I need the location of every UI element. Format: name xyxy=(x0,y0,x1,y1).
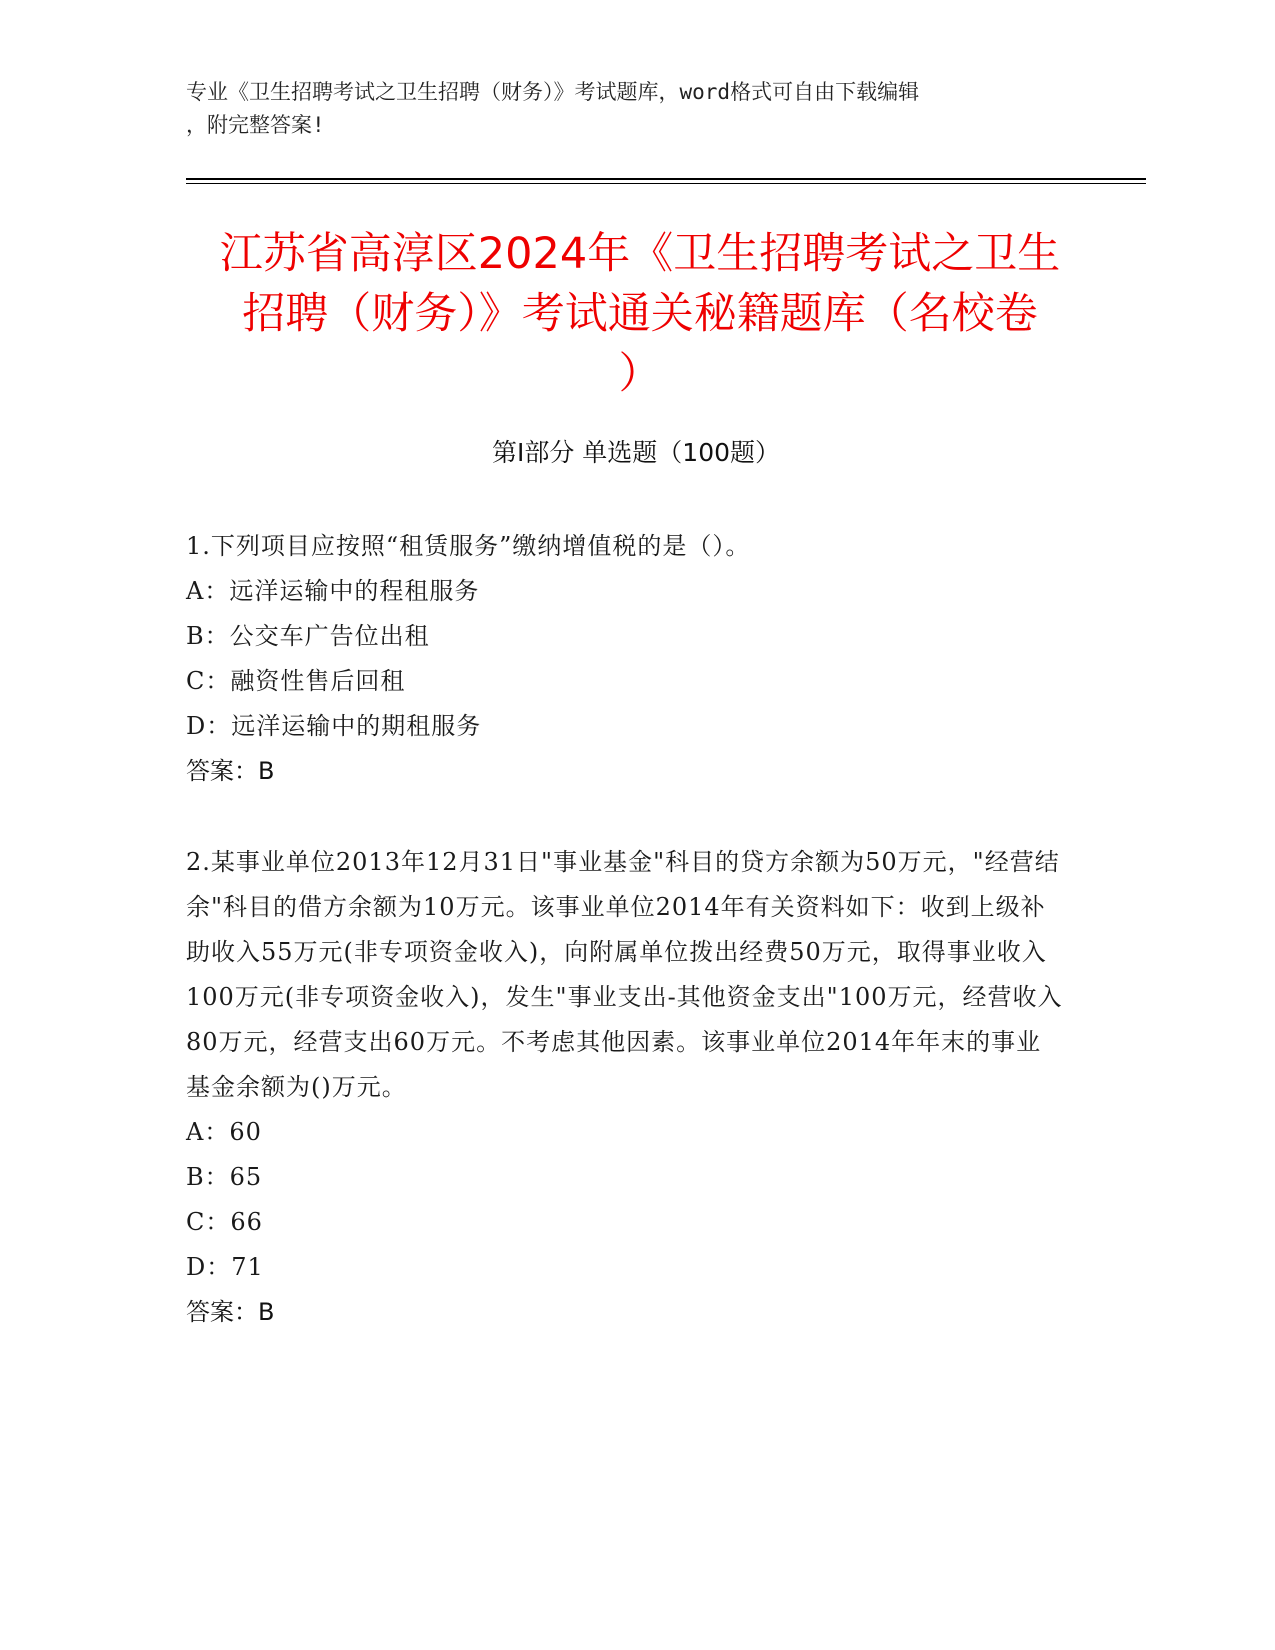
option-a: A：60 xyxy=(186,1118,262,1146)
option-b: B：65 xyxy=(186,1163,263,1191)
question-stem: 1.下列项目应按照“租赁服务”缴纳增值税的是（）。 xyxy=(186,532,751,560)
document-title-line3: ） xyxy=(618,349,662,399)
document-title xyxy=(150,224,1130,404)
header-note-line1: 专业《卫生招聘考试之卫生招聘（财务）》考试题库，word格式可自由下载编辑 xyxy=(186,80,920,104)
option-d: D：71 xyxy=(186,1253,264,1281)
question-2 xyxy=(186,840,1066,1335)
header-note-line2: ，附完整答案! xyxy=(186,113,325,137)
document-title-line2: 招聘（财务）》考试通关秘籍题库（名校卷 xyxy=(242,289,1038,339)
header-note xyxy=(186,76,1066,142)
question-1 xyxy=(186,524,1066,794)
header-divider-thin xyxy=(186,183,1146,184)
header-divider-thick xyxy=(186,178,1146,180)
answer: 答案：B xyxy=(186,757,275,785)
option-a: A：远洋运输中的程租服务 xyxy=(186,577,480,605)
question-stem: 2.某事业单位2013年12月31日"事业基金"科目的贷方余额为50万元，"经营结余"科目的借方余额为10万元。该事业单位2014年有关资料如下：收到上级补助收入55万元(非专项资金收入)，向附属单位拨出经费50万元，取得事业收入100万元(非专项资金收入)，发生"事业支出-其他资金支出"100万元，经营收入80万元，经营支出60万元。不考虑其他因素。该事业单位2014年年末的事业基金余额为()万元。 xyxy=(186,848,1063,1101)
document-title-line1: 江苏省高淳区2024年《卫生招聘考试之卫生 xyxy=(219,229,1061,279)
answer: 答案：B xyxy=(186,1298,275,1326)
option-d: D：远洋运输中的期租服务 xyxy=(186,712,482,740)
option-c: C：融资性售后回租 xyxy=(186,667,406,695)
option-c: C：66 xyxy=(186,1208,263,1236)
option-b: B：公交车广告位出租 xyxy=(186,622,430,650)
section-heading: 第I部分 单选题（100题） xyxy=(491,438,781,467)
